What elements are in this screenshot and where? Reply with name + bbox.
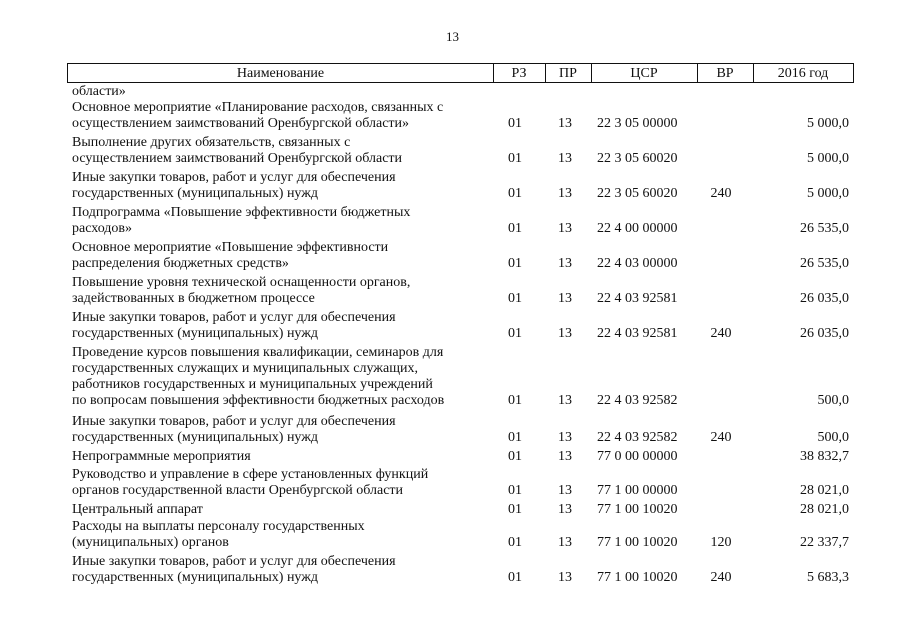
row-amount: 500,0: [817, 393, 849, 408]
row-rz: 01: [508, 449, 522, 464]
row-name-line: Руководство и управление в сфере установленных функций: [72, 467, 429, 482]
row-rz: 01: [508, 483, 522, 498]
row-name-line: Иные закупки товаров, работ и услуг для обеспечения: [72, 310, 396, 325]
row-name-line: Центральный аппарат: [72, 502, 203, 517]
header-name: Наименование: [236, 66, 325, 81]
row-amount: 26 535,0: [800, 221, 849, 236]
row-csr: 77 1 00 00000: [597, 483, 678, 498]
row-name-line: области»: [72, 84, 126, 99]
row-name-line: (муниципальных) органов: [72, 535, 229, 550]
header-csr: ЦСР: [630, 66, 658, 81]
row-rz: 01: [508, 186, 522, 201]
row-name-line: государственных (муниципальных) нужд: [72, 326, 319, 341]
row-vr: 120: [710, 535, 732, 550]
row-pr: 13: [558, 151, 572, 166]
row-csr: 77 1 00 10020: [597, 535, 678, 550]
row-name-line: государственных (муниципальных) нужд: [72, 430, 319, 445]
page-number: 13: [446, 29, 459, 44]
row-amount: 5 000,0: [807, 151, 849, 166]
table-row: [0, 554, 905, 586]
row-amount: 38 832,7: [800, 449, 849, 464]
row-name: [72, 310, 482, 342]
row-rz: 01: [508, 256, 522, 271]
row-amount: 5 000,0: [807, 116, 849, 131]
row-pr: 13: [558, 256, 572, 271]
row-csr: 77 0 00 00000: [597, 449, 678, 464]
row-pr: 13: [558, 291, 572, 306]
table-row: [0, 449, 905, 465]
row-name-line: органов государственной власти Оренбургской области: [72, 483, 404, 498]
row-vr: 240: [710, 326, 732, 341]
row-name: [72, 240, 482, 272]
row-pr: 13: [558, 449, 572, 464]
row-pr: 13: [558, 326, 572, 341]
row-name-line: Иные закупки товаров, работ и услуг для обеспечения: [72, 554, 396, 569]
row-name-line: Основное мероприятие «Повышение эффективности: [72, 240, 389, 255]
row-amount: 26 035,0: [800, 326, 849, 341]
row-amount: 500,0: [817, 430, 849, 445]
row-name: [72, 467, 482, 499]
row-rz: 01: [508, 221, 522, 236]
row-name-line: Непрограммные мероприятия: [72, 449, 251, 464]
row-amount: 28 021,0: [800, 502, 849, 517]
row-vr: 240: [710, 430, 732, 445]
row-name-line: Проведение курсов повышения квалификации, семинаров для: [72, 345, 444, 360]
table-row: [0, 135, 905, 167]
row-name-line: Выполнение других обязательств, связанных с: [72, 135, 351, 150]
row-csr: 22 4 03 92581: [597, 326, 678, 341]
row-name: [72, 135, 482, 167]
row-name-line: Иные закупки товаров, работ и услуг для обеспечения: [72, 170, 396, 185]
row-rz: 01: [508, 151, 522, 166]
row-rz: 01: [508, 116, 522, 131]
row-name-line: осуществлением заимствований Оренбургской области»: [72, 116, 410, 131]
row-pr: 13: [558, 116, 572, 131]
row-rz: 01: [508, 570, 522, 585]
row-vr: 240: [710, 570, 732, 585]
row-name: [72, 345, 482, 409]
row-csr: 77 1 00 10020: [597, 502, 678, 517]
table-row: [0, 345, 905, 409]
table-row: [0, 170, 905, 202]
row-amount: 5 683,3: [807, 570, 849, 585]
table-row: [0, 275, 905, 307]
row-amount: 5 000,0: [807, 186, 849, 201]
row-rz: 01: [508, 393, 522, 408]
row-csr: 22 4 03 92582: [597, 430, 678, 445]
row-pr: 13: [558, 483, 572, 498]
table-row: [0, 502, 905, 518]
table-row: [0, 100, 905, 132]
row-rz: 01: [508, 502, 522, 517]
row-pr: 13: [558, 502, 572, 517]
row-name-line: осуществлением заимствований Оренбургской области: [72, 151, 403, 166]
row-name-line: государственных (муниципальных) нужд: [72, 186, 319, 201]
table-row: [0, 414, 905, 446]
row-csr: 22 4 03 92581: [597, 291, 678, 306]
row-pr: 13: [558, 430, 572, 445]
row-rz: 01: [508, 535, 522, 550]
row-amount: 26 035,0: [800, 291, 849, 306]
header-vr: ВР: [716, 66, 734, 81]
row-csr: 22 4 03 00000: [597, 256, 678, 271]
row-name-line: Подпрограмма «Повышение эффективности бюджетных: [72, 205, 411, 220]
row-csr: 22 4 03 92582: [597, 393, 678, 408]
row-name: [72, 502, 482, 518]
row-name-line: государственных служащих и муниципальных служащих,: [72, 361, 418, 376]
row-csr: 22 3 05 00000: [597, 116, 678, 131]
header-rz: РЗ: [511, 66, 527, 81]
row-name-line: работников государственных и муниципальных учреждений: [72, 377, 433, 392]
row-name: [72, 84, 482, 100]
row-rz: 01: [508, 326, 522, 341]
table-row: [0, 84, 905, 100]
row-name: [72, 100, 482, 132]
row-rz: 01: [508, 291, 522, 306]
row-name-line: расходов»: [72, 221, 133, 236]
row-amount: 26 535,0: [800, 256, 849, 271]
table-row: [0, 205, 905, 237]
row-name-line: Иные закупки товаров, работ и услуг для обеспечения: [72, 414, 396, 429]
row-name: [72, 449, 482, 465]
row-name-line: по вопросам повышения эффективности бюджетных расходов: [72, 393, 445, 408]
row-pr: 13: [558, 221, 572, 236]
row-rz: 01: [508, 430, 522, 445]
row-vr: 240: [710, 186, 732, 201]
row-name-line: задействованных в бюджетном процессе: [72, 291, 315, 306]
row-amount: 28 021,0: [800, 483, 849, 498]
row-pr: 13: [558, 393, 572, 408]
row-name-line: распределения бюджетных средств»: [72, 256, 289, 271]
row-name-line: государственных (муниципальных) нужд: [72, 570, 319, 585]
row-amount: 22 337,7: [800, 535, 849, 550]
row-csr: 22 3 05 60020: [597, 151, 678, 166]
row-pr: 13: [558, 186, 572, 201]
row-name: [72, 275, 482, 307]
row-csr: 22 4 00 00000: [597, 221, 678, 236]
row-pr: 13: [558, 535, 572, 550]
table-row: [0, 467, 905, 499]
row-name: [72, 205, 482, 237]
row-name: [72, 519, 482, 551]
row-csr: 77 1 00 10020: [597, 570, 678, 585]
table-row: [0, 519, 905, 551]
row-name-line: Основное мероприятие «Планирование расходов, связанных с: [72, 100, 444, 115]
row-name-line: Повышение уровня технической оснащенности органов,: [72, 275, 411, 290]
header-pr: ПР: [559, 66, 577, 81]
header-year: 2016 год: [777, 66, 829, 81]
row-name: [72, 554, 482, 586]
table-row: [0, 310, 905, 342]
row-pr: 13: [558, 570, 572, 585]
row-name-line: Расходы на выплаты персоналу государственных: [72, 519, 365, 534]
table-row: [0, 240, 905, 272]
row-csr: 22 3 05 60020: [597, 186, 678, 201]
row-name: [72, 170, 482, 202]
row-name: [72, 414, 482, 446]
